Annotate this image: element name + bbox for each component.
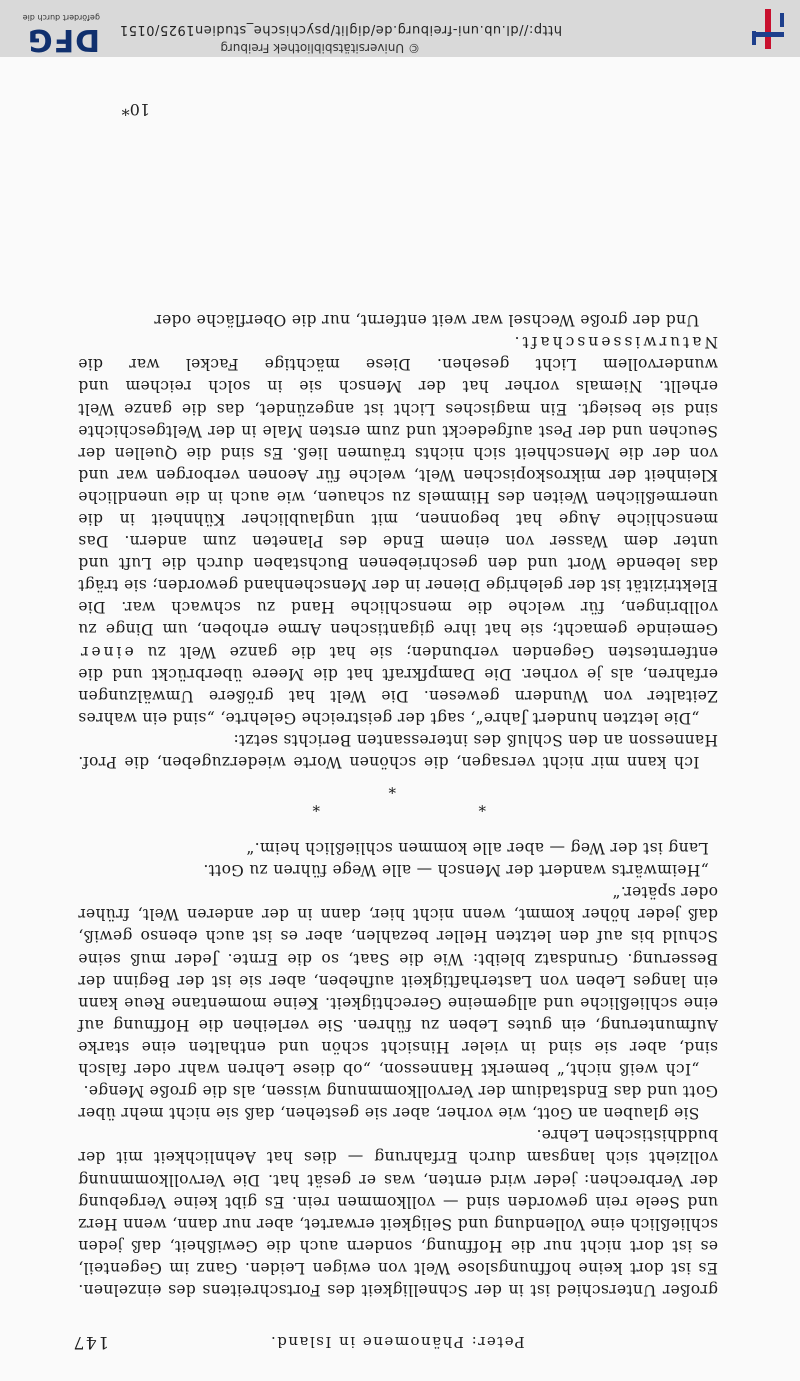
dfg-logo <box>10 4 100 57</box>
paragraph: Ich kann mir nicht versagen, die schönen Worte wiederzugeben, die Prof. Hannesson an den Schluß des interessanten Berichts setzt: <box>78 730 718 772</box>
running-title: Peter: Phänomene in Island. <box>269 1333 525 1351</box>
divider-star: * <box>312 797 320 816</box>
paragraph <box>78 331 718 729</box>
paragraph: Und der große Wechsel war weit entfernt, nur die Oberfläche oder <box>154 311 700 330</box>
scanned-page <box>0 57 800 1381</box>
footer-bar <box>0 0 800 57</box>
verse-line: „Heimwärts wandert der Mensch — alle Wege führen zu Gott. <box>203 861 709 880</box>
dfg-subtitle: gefördert durch die <box>22 13 100 22</box>
running-header <box>72 1327 722 1351</box>
dfg-mark: DFG <box>26 22 100 57</box>
ub-freiburg-logo-icon <box>748 7 788 51</box>
quote-text: „Die letzten hundert Jahre“, sagt der geistreiche Gelehrte, „sind ein wahres Zeitalter von Wundern gewesen. Die Welt hat größere Umwälzungen erfahren, als je vorher. Die Dampfkraft hat die Meere überbrückt und die entferntesten Gegenden verbunden; sie hat die ganze Welt zu <box>78 642 718 727</box>
divider-star: * <box>388 779 396 798</box>
source-url[interactable]: http://dl.ub.uni-freiburg.de/diglit/psychische_studien1925/0151 <box>119 22 562 37</box>
divider-star: * <box>478 797 486 816</box>
verse-line: Lang ist der Weg — aber alle kommen schließlich heim.“ <box>246 839 709 858</box>
body-text <box>78 309 718 1301</box>
page-number: 147 <box>72 1332 109 1352</box>
signature-mark: 10* <box>121 100 150 119</box>
paragraph: „Ich weiß nicht,“ bemerkt Hannesson, „ob diese Lehren wahr oder falsch sind, aber sie sind in vieler Hinsicht schön und enthalten eine starke Aufmunterung, ein gutes Leben zu führen. Sie verleihen die Hoffnung auf eine schließliche und allgemeine Gerechtigkeit. Keine momentane Reue kann ein langes Leben von Lasterhaftigkeit aufheben, aber sie ist der Beginn der Besserung. Grundsatz bleibt: Wie die Saat, so die Ernte. Jeder muß seine Schuld bis auf den letzten Heller bezahlen, aber es ist auch ebenso gewiß, daß jeder höher kommt, wenn nicht hier, dann in der anderen Welt, früher oder später.“ <box>78 883 718 1079</box>
library-credit: © Universitätsbibliothek Freiburg <box>220 41 420 55</box>
emphasized-word: Naturwissenschaft. <box>511 333 718 352</box>
paragraph: Sie glauben an Gott, wie vorher, aber sie gestehen, daß sie nicht mehr über Gott und das Endstadium der Vervollkommnung wissen, als die große Menge. <box>78 1082 718 1123</box>
quote-text: Gemeinde gemacht; sie hat ihre gigantischen Arme erhoben, um Dinge zu vollbringen, für welche die menschliche Hand zu schwach war. Die Elektrizität ist der gelehrige Diener in der Menschenhand geworden; sie trägt das lebende Wort und den geschriebenen Buchstaben durch die Luft und unter dem Wasser von einem Ende des Planeten zum andern. Das menschliche Auge hat begonnen, mit unglaublicher Kühnheit in die unermeßlichen Weiten des Himmels zu schauen, wie auch in die unendliche Kleinheit der mikroskopischen Welt, welche für Aeonen verborgen war und von der die Menschheit sich nichts träumen ließ. Es sind die Quellen der Seuchen und der Pest aufgedeckt und zum ersten Male in der Weltgeschichte sind sie besiegt. Ein magisches Licht ist angezündet, das die ganze Welt erhellt. Niemals vorher hat der Mensch sie in solch reichem und wundervollem Licht gesehen. Diese mächtige Fackel war die <box>78 355 718 639</box>
emphasized-word: einer <box>77 642 134 661</box>
paragraph: großer Unterschied ist in der Schnelligkeit des Fortschreitens des einzelnen. Es ist dort keine hoffnungslose Welt von ewigen Leiden. Ganz im Gegenteil, es ist dort nicht nur die Hoffnung, sondern auch die Gewißheit, daß jeden schließlich eine Vollendung und Seligkeit erwartet, aber nur dann, wenn Herz und Seele rein geworden sind — vollkommen rein. Es gibt keine Vergebung der Verbrechen: jeder wird ernten, was er gesät hat. Die Vervollkommnung vollzieht sich langsam durch Erfahrung — dies hat Aehnlichkeit mit der buddhistischen Lehre. <box>78 1126 718 1299</box>
section-divider <box>78 773 718 837</box>
